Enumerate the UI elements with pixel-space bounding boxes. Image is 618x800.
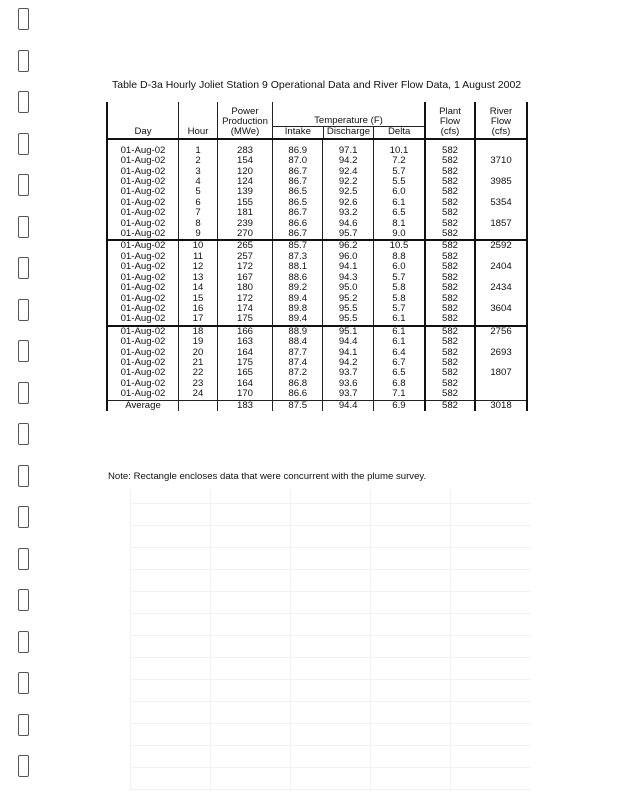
cell-intake: 88.1 — [273, 262, 323, 272]
cell-intake: 87.0 — [273, 156, 323, 166]
cell-discharge: 94.4 — [323, 337, 373, 347]
cell-day: 01-Aug-02 — [107, 262, 179, 272]
binder-hole — [18, 299, 29, 321]
cell-hour: 19 — [179, 337, 218, 347]
cell-intake: 86.6 — [273, 389, 323, 400]
table-row — [107, 348, 527, 358]
table-row — [107, 229, 527, 240]
cell-delta: 6.1 — [373, 314, 425, 325]
binder-hole — [18, 714, 29, 736]
table-row — [107, 400, 527, 411]
cell-plant-flow: 582 — [425, 177, 475, 187]
cell-hour: 24 — [179, 389, 218, 400]
cell-power: 283 — [218, 139, 273, 156]
binder-hole — [18, 465, 29, 487]
cell-power: 170 — [218, 389, 273, 400]
table-row — [107, 198, 527, 208]
cell-day: 01-Aug-02 — [107, 240, 179, 251]
table-row — [107, 283, 527, 293]
cell-plant-flow: 582 — [425, 337, 475, 347]
cell-river-flow — [475, 229, 527, 240]
cell-hour: 20 — [179, 348, 218, 358]
binder-hole — [18, 755, 29, 777]
bleed-through-shadow — [130, 490, 530, 790]
cell-delta: 6.0 — [373, 187, 425, 197]
cell-intake: 86.8 — [273, 379, 323, 389]
cell-intake: 86.7 — [273, 229, 323, 240]
table-title: Table D-3a Hourly Joliet Station 9 Operational Data and River Flow Data, 1 August 2002 — [112, 79, 522, 91]
cell-hour: 17 — [179, 314, 218, 325]
cell-hour: 18 — [179, 326, 218, 337]
cell-river-flow — [475, 389, 527, 400]
cell-intake: 89.4 — [273, 314, 323, 325]
cell-discharge: 92.6 — [323, 198, 373, 208]
cell-day: 01-Aug-02 — [107, 368, 179, 378]
cell-plant-flow: 582 — [425, 358, 475, 368]
cell-delta: 6.7 — [373, 358, 425, 368]
table-row — [107, 273, 527, 283]
cell-day: 01-Aug-02 — [107, 187, 179, 197]
cell-power: 120 — [218, 167, 273, 177]
cell-delta: 5.7 — [373, 273, 425, 283]
cell-discharge: 93.2 — [323, 208, 373, 218]
cell-day: 01-Aug-02 — [107, 139, 179, 156]
header-delta: Delta — [373, 127, 424, 137]
binder-hole — [18, 257, 29, 279]
cell-power: 257 — [218, 252, 273, 262]
table-row — [107, 219, 527, 229]
cell-hour: 14 — [179, 283, 218, 293]
cell-river-flow: 3018 — [475, 400, 527, 411]
cell-delta: 8.1 — [373, 219, 425, 229]
binder-hole — [18, 91, 29, 113]
cell-hour: 1 — [179, 139, 218, 156]
cell-power: 174 — [218, 304, 273, 314]
header-intake: Intake — [284, 126, 311, 138]
cell-day: 01-Aug-02 — [107, 167, 179, 177]
cell-power: 166 — [218, 326, 273, 337]
temperature-label: Temperature (F) — [314, 115, 383, 126]
cell-delta: 5.8 — [373, 283, 425, 293]
cell-intake: 89.2 — [273, 283, 323, 293]
binder-hole — [18, 548, 29, 570]
cell-day: 01-Aug-02 — [107, 348, 179, 358]
cell-discharge: 95.7 — [323, 229, 373, 240]
cell-delta: 6.1 — [373, 326, 425, 337]
cell-delta: 10.5 — [373, 240, 425, 251]
binder-hole — [18, 423, 29, 445]
cell-hour: 21 — [179, 358, 218, 368]
cell-intake: 89.4 — [273, 294, 323, 304]
table-row — [107, 177, 527, 187]
cell-day: 01-Aug-02 — [107, 379, 179, 389]
cell-delta: 5.8 — [373, 294, 425, 304]
cell-day: 01-Aug-02 — [107, 358, 179, 368]
cell-river-flow: 2404 — [475, 262, 527, 272]
cell-plant-flow: 582 — [425, 379, 475, 389]
table-row — [107, 208, 527, 218]
cell-delta: 6.9 — [373, 400, 425, 411]
cell-hour: 5 — [179, 187, 218, 197]
header-temperature — [273, 102, 426, 139]
cell-intake: 89.8 — [273, 304, 323, 314]
cell-delta: 5.7 — [373, 304, 425, 314]
table-row — [107, 326, 527, 337]
cell-power: 163 — [218, 337, 273, 347]
binder-hole — [18, 8, 29, 30]
header-discharge: Discharge — [323, 127, 374, 137]
table-header-row — [107, 102, 527, 139]
cell-discharge: 93.7 — [323, 368, 373, 378]
cell-power: 239 — [218, 219, 273, 229]
cell-river-flow: 5354 — [475, 198, 527, 208]
cell-intake: 86.7 — [273, 208, 323, 218]
cell-discharge: 95.0 — [323, 283, 373, 293]
cell-intake: 86.5 — [273, 187, 323, 197]
table-row — [107, 240, 527, 251]
cell-hour: 8 — [179, 219, 218, 229]
cell-day: 01-Aug-02 — [107, 273, 179, 283]
cell-river-flow: 1857 — [475, 219, 527, 229]
cell-delta: 5.7 — [373, 167, 425, 177]
cell-power: 164 — [218, 348, 273, 358]
cell-delta: 5.5 — [373, 177, 425, 187]
cell-power: 124 — [218, 177, 273, 187]
cell-river-flow — [475, 314, 527, 325]
binder-holes — [18, 0, 32, 800]
binder-hole — [18, 340, 29, 362]
cell-plant-flow: 582 — [425, 294, 475, 304]
cell-intake: 88.4 — [273, 337, 323, 347]
cell-plant-flow: 582 — [425, 283, 475, 293]
cell-discharge: 95.1 — [323, 326, 373, 337]
binder-hole — [18, 589, 29, 611]
cell-intake: 87.7 — [273, 348, 323, 358]
cell-plant-flow: 582 — [425, 348, 475, 358]
cell-intake: 87.3 — [273, 252, 323, 262]
cell-day: 01-Aug-02 — [107, 389, 179, 400]
header-power: Power Production (MWe) — [218, 102, 273, 139]
cell-hour: 10 — [179, 240, 218, 251]
cell-hour: 4 — [179, 177, 218, 187]
cell-river-flow: 3710 — [475, 156, 527, 166]
table-row — [107, 252, 527, 262]
cell-plant-flow: 582 — [425, 400, 475, 411]
cell-plant-flow: 582 — [425, 167, 475, 177]
table-row — [107, 314, 527, 325]
cell-day: 01-Aug-02 — [107, 294, 179, 304]
cell-river-flow: 1807 — [475, 368, 527, 378]
cell-intake: 88.6 — [273, 273, 323, 283]
cell-intake: 86.9 — [273, 139, 323, 156]
header-day: Day — [107, 102, 179, 139]
cell-intake: 86.6 — [273, 219, 323, 229]
cell-discharge: 93.6 — [323, 379, 373, 389]
cell-plant-flow: 582 — [425, 198, 475, 208]
cell-plant-flow: 582 — [425, 326, 475, 337]
cell-delta: 6.5 — [373, 368, 425, 378]
binder-hole — [18, 506, 29, 528]
cell-delta: 7.2 — [373, 156, 425, 166]
cell-hour: 16 — [179, 304, 218, 314]
cell-river-flow: 2693 — [475, 348, 527, 358]
table-row — [107, 187, 527, 197]
cell-plant-flow: 582 — [425, 229, 475, 240]
cell-river-flow — [475, 139, 527, 156]
cell-day: 01-Aug-02 — [107, 326, 179, 337]
binder-hole — [18, 50, 29, 72]
cell-day: 01-Aug-02 — [107, 252, 179, 262]
cell-power: 165 — [218, 368, 273, 378]
cell-discharge: 92.5 — [323, 187, 373, 197]
header-river-flow: River Flow (cfs) — [475, 102, 527, 139]
cell-delta: 8.8 — [373, 252, 425, 262]
cell-discharge: 96.0 — [323, 252, 373, 262]
binder-hole — [18, 216, 29, 238]
cell-hour: 23 — [179, 379, 218, 389]
cell-discharge: 94.3 — [323, 273, 373, 283]
cell-power: 270 — [218, 229, 273, 240]
table-note: Note: Rectangle encloses data that were concurrent with the plume survey. — [108, 471, 427, 482]
cell-plant-flow: 582 — [425, 252, 475, 262]
cell-discharge: 95.5 — [323, 314, 373, 325]
cell-plant-flow: 582 — [425, 389, 475, 400]
cell-power: 164 — [218, 379, 273, 389]
table-row — [107, 156, 527, 166]
cell-power: 172 — [218, 294, 273, 304]
cell-plant-flow: 582 — [425, 314, 475, 325]
table-row — [107, 294, 527, 304]
cell-delta: 10.1 — [373, 139, 425, 156]
cell-delta: 6.1 — [373, 337, 425, 347]
cell-power: 180 — [218, 283, 273, 293]
cell-plant-flow: 582 — [425, 273, 475, 283]
cell-intake: 87.2 — [273, 368, 323, 378]
cell-intake: 85.7 — [273, 240, 323, 251]
cell-day: 01-Aug-02 — [107, 314, 179, 325]
cell-power: 175 — [218, 314, 273, 325]
cell-discharge: 94.2 — [323, 358, 373, 368]
cell-intake: 86.5 — [273, 198, 323, 208]
cell-river-flow: 2434 — [475, 283, 527, 293]
cell-power: 175 — [218, 358, 273, 368]
cell-power: 183 — [218, 400, 273, 411]
cell-hour: 9 — [179, 229, 218, 240]
cell-discharge: 95.2 — [323, 294, 373, 304]
cell-river-flow — [475, 337, 527, 347]
binder-hole — [18, 382, 29, 404]
cell-hour — [179, 400, 218, 411]
cell-plant-flow: 582 — [425, 156, 475, 166]
table-row — [107, 358, 527, 368]
cell-plant-flow: 582 — [425, 240, 475, 251]
cell-discharge: 94.2 — [323, 156, 373, 166]
cell-hour: 15 — [179, 294, 218, 304]
cell-hour: 13 — [179, 273, 218, 283]
cell-day: 01-Aug-02 — [107, 177, 179, 187]
cell-intake: 86.7 — [273, 177, 323, 187]
cell-intake: 86.7 — [273, 167, 323, 177]
cell-delta: 9.0 — [373, 229, 425, 240]
cell-plant-flow: 582 — [425, 208, 475, 218]
cell-power: 155 — [218, 198, 273, 208]
cell-river-flow: 2756 — [475, 326, 527, 337]
header-hour: Hour — [179, 102, 218, 139]
cell-discharge: 93.7 — [323, 389, 373, 400]
cell-discharge: 94.1 — [323, 262, 373, 272]
cell-power: 167 — [218, 273, 273, 283]
binder-hole — [18, 631, 29, 653]
binder-hole — [18, 672, 29, 694]
cell-plant-flow: 582 — [425, 304, 475, 314]
cell-power: 181 — [218, 208, 273, 218]
cell-discharge: 94.4 — [323, 400, 373, 411]
cell-delta: 7.1 — [373, 389, 425, 400]
cell-hour: 2 — [179, 156, 218, 166]
cell-plant-flow: 582 — [425, 139, 475, 156]
table-row — [107, 167, 527, 177]
binder-hole — [18, 133, 29, 155]
cell-day: 01-Aug-02 — [107, 219, 179, 229]
cell-day: 01-Aug-02 — [107, 156, 179, 166]
cell-intake: 88.9 — [273, 326, 323, 337]
cell-river-flow: 2592 — [475, 240, 527, 251]
cell-plant-flow: 582 — [425, 262, 475, 272]
cell-discharge: 97.1 — [323, 139, 373, 156]
cell-plant-flow: 582 — [425, 187, 475, 197]
table-row — [107, 139, 527, 156]
cell-discharge: 94.6 — [323, 219, 373, 229]
cell-hour: 12 — [179, 262, 218, 272]
cell-hour: 7 — [179, 208, 218, 218]
cell-delta: 6.5 — [373, 208, 425, 218]
cell-discharge: 94.1 — [323, 348, 373, 358]
cell-hour: 3 — [179, 167, 218, 177]
table-row — [107, 337, 527, 347]
cell-delta: 6.4 — [373, 348, 425, 358]
cell-discharge: 92.2 — [323, 177, 373, 187]
binder-hole — [18, 174, 29, 196]
cell-day: 01-Aug-02 — [107, 337, 179, 347]
cell-discharge: 96.2 — [323, 240, 373, 251]
cell-delta: 6.1 — [373, 198, 425, 208]
cell-delta: 6.8 — [373, 379, 425, 389]
cell-intake: 87.5 — [273, 400, 323, 411]
cell-plant-flow: 582 — [425, 219, 475, 229]
cell-day: 01-Aug-02 — [107, 198, 179, 208]
cell-day: Average — [107, 400, 179, 411]
table-row — [107, 304, 527, 314]
cell-delta: 6.0 — [373, 262, 425, 272]
cell-discharge: 92.4 — [323, 167, 373, 177]
table-row — [107, 262, 527, 272]
cell-hour: 11 — [179, 252, 218, 262]
cell-power: 265 — [218, 240, 273, 251]
cell-power: 172 — [218, 262, 273, 272]
cell-river-flow — [475, 379, 527, 389]
cell-power: 139 — [218, 187, 273, 197]
cell-plant-flow: 582 — [425, 368, 475, 378]
cell-hour: 6 — [179, 198, 218, 208]
cell-intake: 87.4 — [273, 358, 323, 368]
cell-river-flow: 3604 — [475, 304, 527, 314]
cell-day: 01-Aug-02 — [107, 283, 179, 293]
operational-data-table — [106, 102, 528, 411]
header-plant-flow: Plant Flow (cfs) — [425, 102, 475, 139]
cell-day: 01-Aug-02 — [107, 229, 179, 240]
table-row — [107, 389, 527, 400]
cell-power: 154 — [218, 156, 273, 166]
cell-discharge: 95.5 — [323, 304, 373, 314]
cell-day: 01-Aug-02 — [107, 304, 179, 314]
table-body — [107, 139, 527, 411]
cell-river-flow: 3985 — [475, 177, 527, 187]
cell-day: 01-Aug-02 — [107, 208, 179, 218]
cell-hour: 22 — [179, 368, 218, 378]
table-row — [107, 379, 527, 389]
table-row — [107, 368, 527, 378]
